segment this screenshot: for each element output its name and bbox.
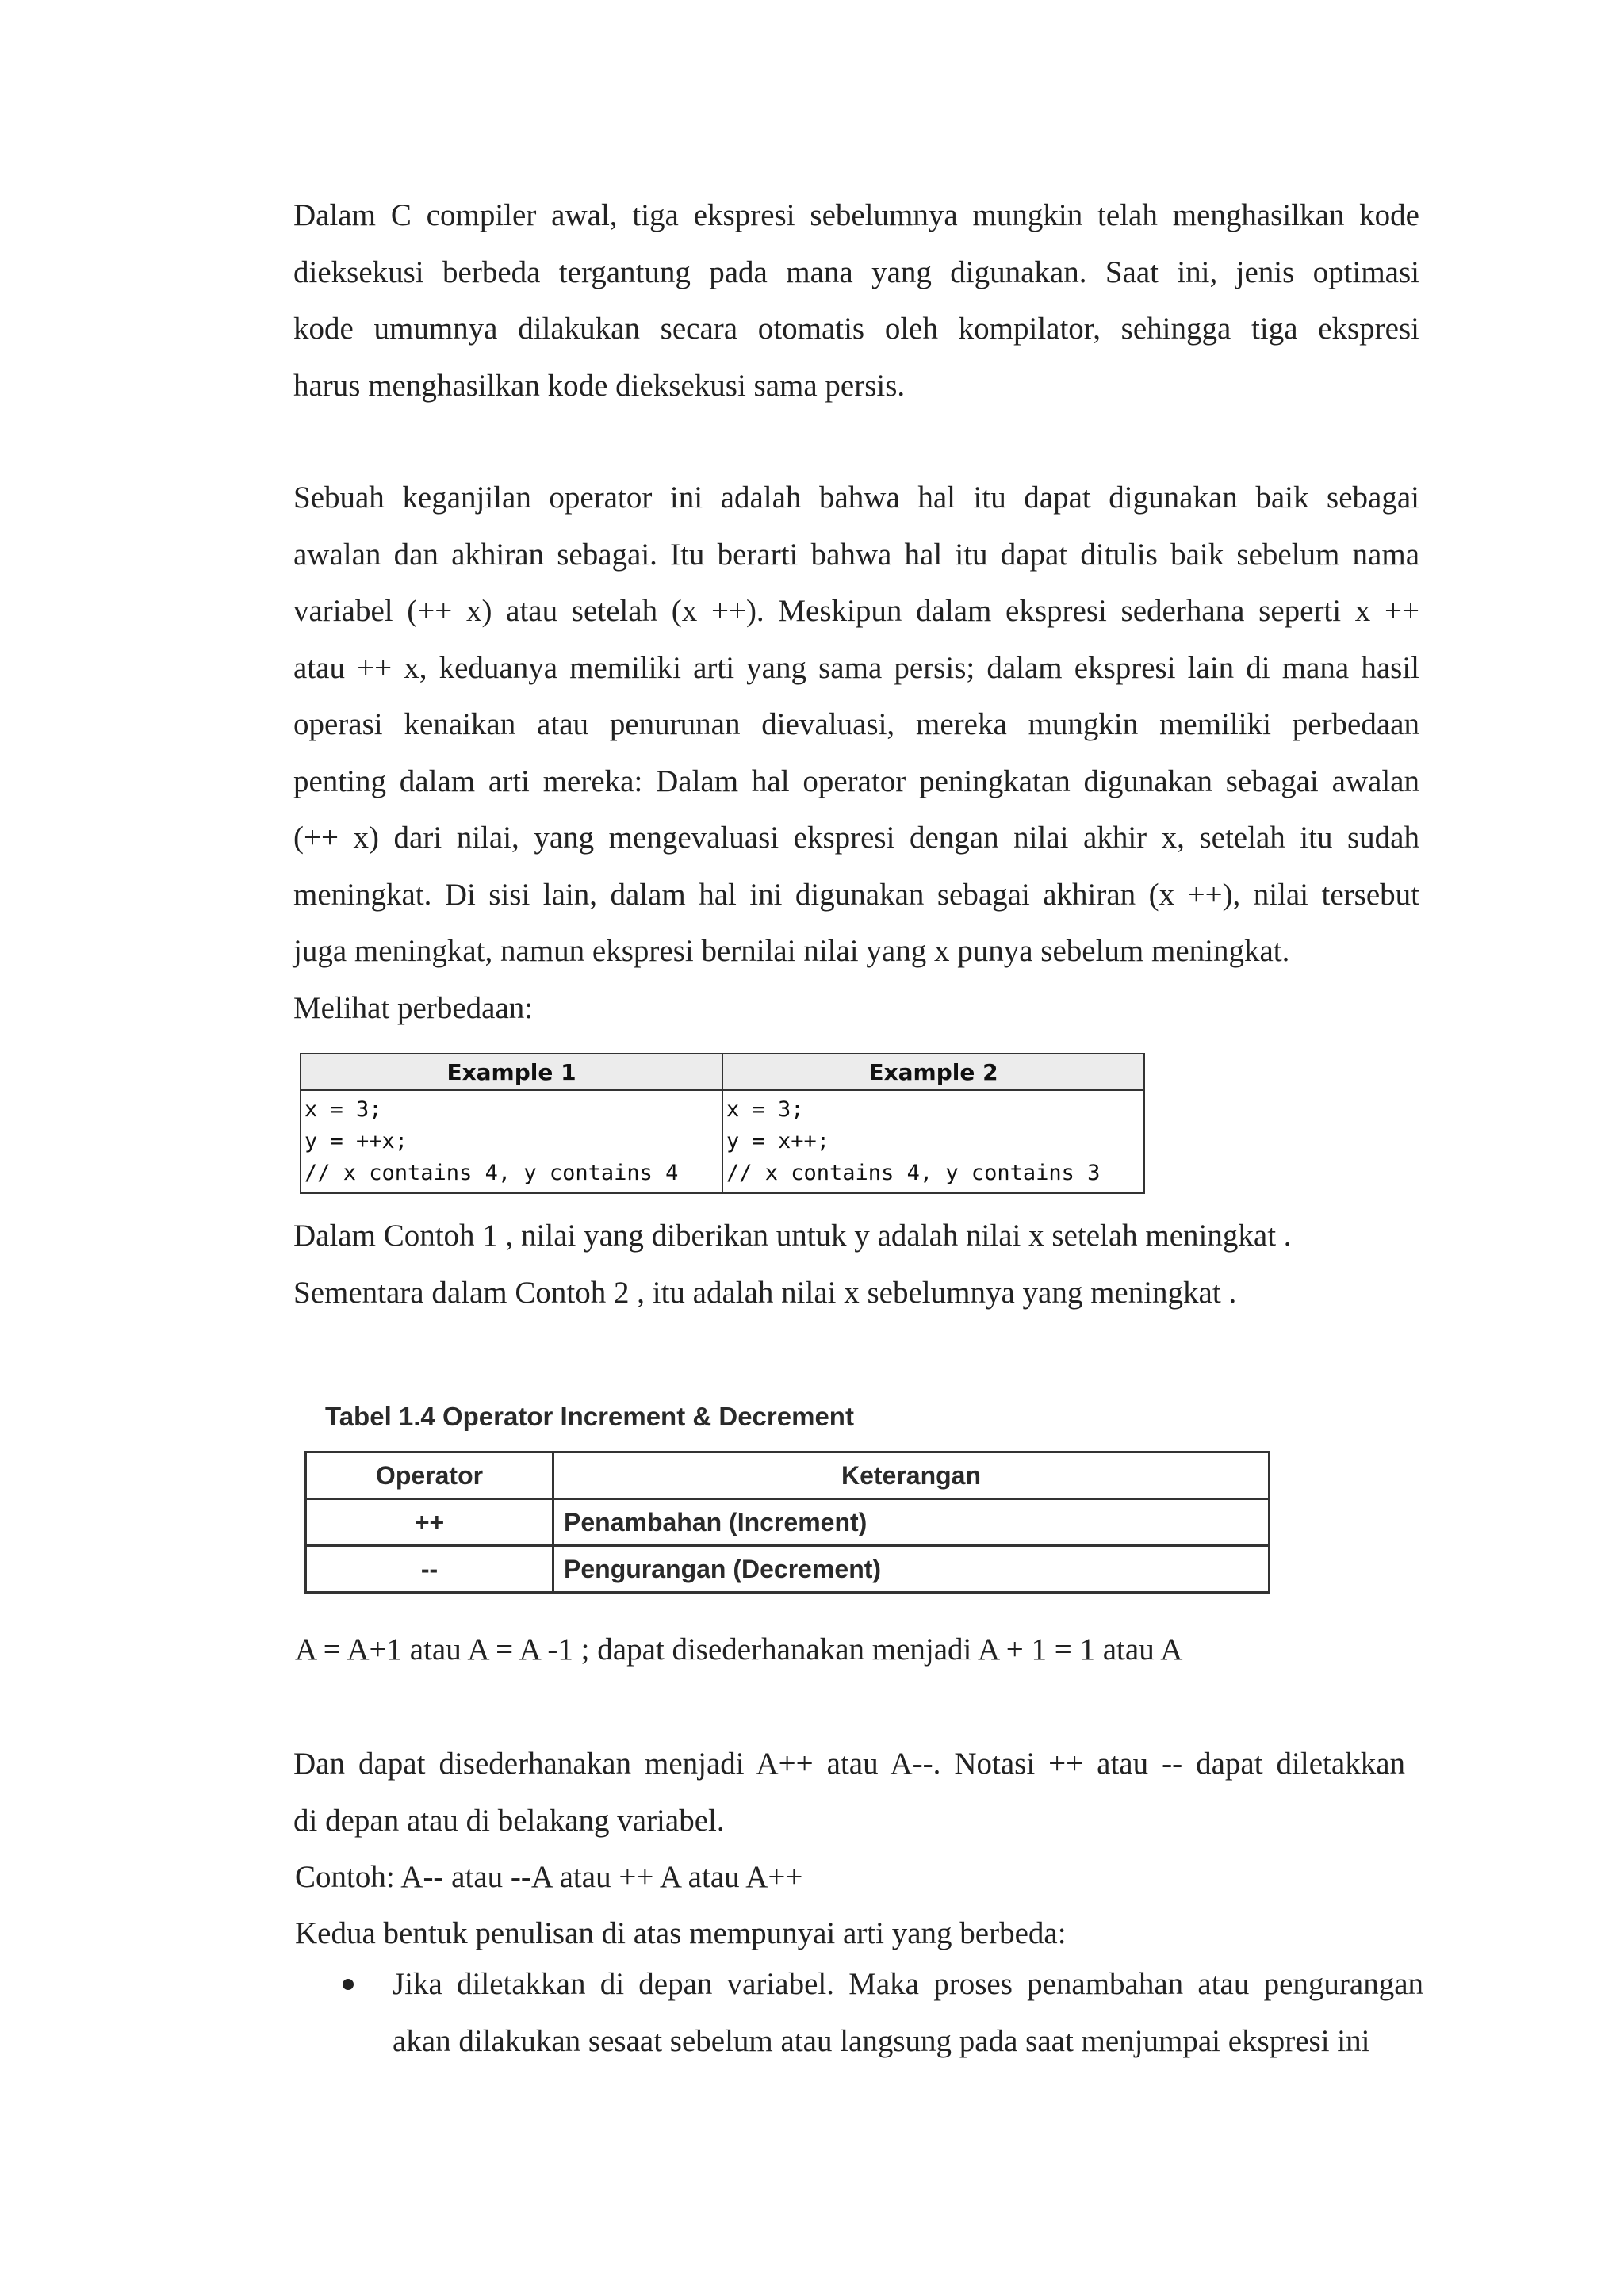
text-line: di depan atau di belakang variabel.	[293, 1803, 725, 1838]
operator-table	[304, 1451, 1270, 1594]
text-line: (++ x) dari nilai, yang mengevaluasi ekspresi dengan nilai akhir x, setelah itu sudah	[293, 821, 1419, 855]
text-line: meningkat. Di sisi lain, dalam hal ini digunakan sebagai akhiran (x ++), nilai tersebut	[293, 877, 1419, 912]
paragraph-simplification	[293, 1735, 1405, 1849]
operator-cell: ++	[306, 1499, 553, 1546]
description-cell: Penambahan (Increment)	[553, 1499, 1270, 1546]
description-cell: Pengurangan (Decrement)	[553, 1546, 1270, 1593]
text-line: akan dilakukan sesaat sebelum atau langsung pada saat menjumpai ekspresi ini	[393, 2023, 1370, 2058]
text-line: Melihat perbedaan:	[293, 990, 534, 1025]
paragraph-prefix-postfix	[293, 469, 1419, 1036]
operator-table-header-row	[306, 1452, 1270, 1499]
operator-header: Operator	[306, 1452, 553, 1499]
kedua-line: Kedua bentuk penulisan di atas mempunyai arti yang berbeda:	[295, 1916, 1067, 1950]
text-line: operasi kenaikan atau penurunan dievaluasi, mereka mungkin memiliki perbedaan	[293, 707, 1419, 741]
example-table-header-row	[301, 1054, 1144, 1090]
text-line: juga meningkat, namun ekspresi bernilai nilai yang x punya sebelum meningkat.	[293, 934, 1290, 968]
example-2-code: x = 3; y = x++; // x contains 4, y contains 3	[722, 1090, 1144, 1193]
text-line: Dan dapat disederhanakan menjadi A++ atau A--. Notasi ++ atau -- dapat diletakkan	[293, 1747, 1405, 1781]
text-line: Sebuah keganjilan operator ini adalah bahwa hal itu dapat digunakan baik sebagai	[293, 480, 1419, 515]
text-line: kode umumnya dilakukan secara otomatis oleh kompilator, sehingga tiga ekspresi	[293, 312, 1419, 346]
text-line: penting dalam arti mereka: Dalam hal operator peningkatan digunakan sebagai awalan	[293, 763, 1419, 798]
text-line: awalan dan akhiran sebagai. Itu berarti bahwa hal itu dapat ditulis baik sebelum nama	[293, 537, 1419, 572]
paragraph-compiler-optimization	[293, 187, 1419, 414]
formula-line: A = A+1 atau A = A -1 ; dapat disederhanakan menjadi A + 1 = 1 atau A	[295, 1632, 1183, 1667]
table-row	[306, 1546, 1270, 1593]
example-table	[300, 1053, 1145, 1194]
bullet-item	[393, 1956, 1423, 2069]
operator-cell: --	[306, 1546, 553, 1593]
text-line: Sementara dalam Contoh 2 , itu adalah nilai x sebelumnya yang meningkat .	[293, 1275, 1237, 1310]
example-1-code: x = 3; y = ++x; // x contains 4, y contains 4	[301, 1090, 722, 1193]
text-line: variabel (++ x) atau setelah (x ++). Meskipun dalam ekspresi sederhana seperti x ++	[293, 594, 1419, 628]
operator-table-caption: Tabel 1.4 Operator Increment & Decrement	[325, 1402, 854, 1431]
paragraph-example-explanation	[293, 1207, 1356, 1321]
text-line: Jika diletakkan di depan variabel. Maka proses penambahan atau pengurangan	[393, 1967, 1423, 2001]
bullet-icon	[343, 1979, 354, 1990]
keterangan-header: Keterangan	[553, 1452, 1270, 1499]
table-row	[306, 1499, 1270, 1546]
text-line: harus menghasilkan kode dieksekusi sama persis.	[293, 368, 906, 403]
text-line: Dalam Contoh 1 , nilai yang diberikan untuk y adalah nilai x setelah meningkat .	[293, 1219, 1292, 1253]
contoh-line: Contoh: A-- atau --A atau ++ A atau A++	[295, 1860, 803, 1894]
text-line: Dalam C compiler awal, tiga ekspresi sebelumnya mungkin telah menghasilkan kode	[293, 198, 1419, 232]
text-line: dieksekusi berbeda tergantung pada mana yang digunakan. Saat ini, jenis optimasi	[293, 254, 1419, 289]
text-line: atau ++ x, keduanya memiliki arti yang sama persis; dalam ekspresi lain di mana hasil	[293, 650, 1419, 685]
example-1-header: Example 1	[301, 1054, 722, 1090]
example-2-header: Example 2	[722, 1054, 1144, 1090]
example-table-code-row	[301, 1090, 1144, 1193]
